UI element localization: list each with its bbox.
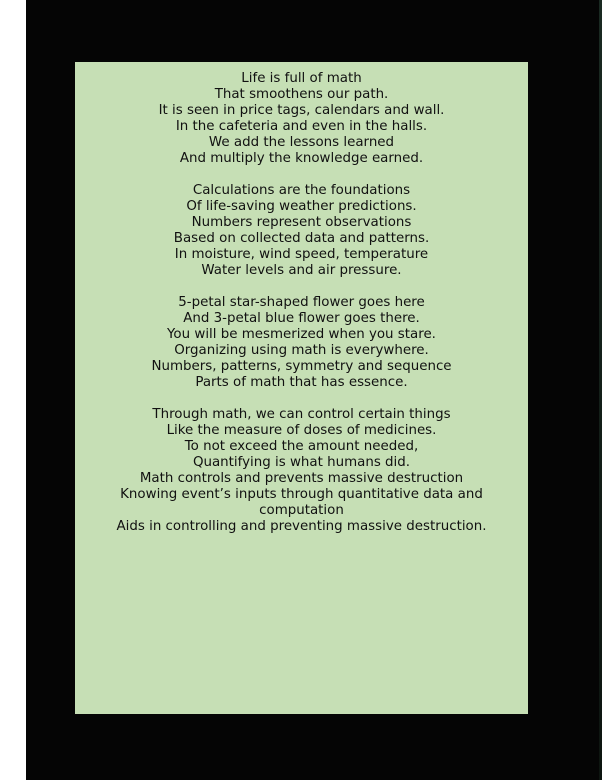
- poem-line: Like the measure of doses of medicines.: [166, 423, 437, 438]
- poem-line: Numbers, patterns, symmetry and sequence: [151, 359, 452, 374]
- poem-line: Life is full of math: [241, 71, 362, 86]
- poem-line: In the cafeteria and even in the halls.: [175, 119, 428, 134]
- poem-text: [75, 71, 528, 551]
- poem-line: computation: [259, 503, 344, 518]
- poem-line: Based on collected data and patterns.: [173, 231, 430, 246]
- poem-line: Calculations are the foundations: [192, 183, 411, 198]
- poem-line: Aids in controlling and preventing massive destruction.: [116, 519, 487, 534]
- poem-line: 5-petal star-shaped flower goes here: [178, 295, 425, 310]
- poem-line: And multiply the knowledge earned.: [179, 151, 424, 166]
- poem-line: Water levels and air pressure.: [201, 263, 402, 278]
- stanza: [75, 407, 528, 535]
- stanza: [75, 183, 528, 279]
- poem-line: You will be mesmerized when you stare.: [167, 327, 436, 342]
- poem-line: We add the lessons learned: [208, 135, 395, 150]
- poem-line: Knowing event’s inputs through quantitative data and: [120, 487, 483, 502]
- stanza: [75, 295, 528, 391]
- poem-panel: [75, 62, 528, 714]
- stanza: [75, 71, 528, 167]
- poem-line: Parts of math that has essence.: [195, 375, 408, 390]
- poem-line: Of life-saving weather predictions.: [186, 199, 417, 214]
- poem-line: Organizing using math is everywhere.: [174, 343, 429, 358]
- poem-line: To not exceed the amount needed,: [184, 439, 419, 454]
- poem-line: Quantifying is what humans did.: [192, 455, 411, 470]
- poem-line: It is seen in price tags, calendars and wall.: [158, 103, 445, 118]
- poem-line: Math controls and prevents massive destruction: [139, 471, 464, 486]
- poem-line: That smoothens our path.: [214, 87, 389, 102]
- poem-line: Numbers represent observations: [191, 215, 412, 230]
- poem-line: Through math, we can control certain things: [152, 407, 451, 422]
- poem-line: In moisture, wind speed, temperature: [174, 247, 429, 262]
- poem-line: And 3-petal blue flower goes there.: [183, 311, 420, 326]
